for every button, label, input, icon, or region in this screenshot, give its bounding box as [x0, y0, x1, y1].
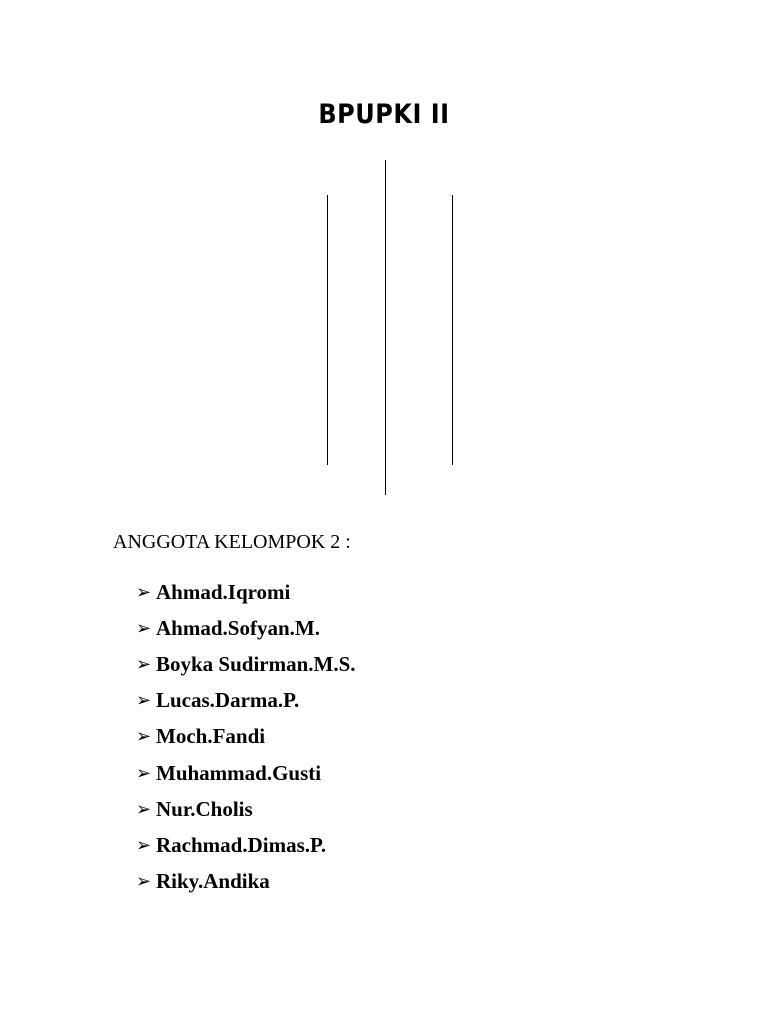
- member-list: [136, 574, 356, 900]
- decorative-line-center: [385, 160, 386, 495]
- list-item: [136, 827, 356, 863]
- document-title: BPUPKI II: [318, 98, 450, 130]
- arrowhead-bullet-icon: ➢: [136, 581, 152, 603]
- member-name: Nur.Cholis: [156, 796, 253, 821]
- list-item: [136, 864, 356, 900]
- member-name: Moch.Fandi: [156, 724, 266, 749]
- arrowhead-bullet-icon: ➢: [136, 690, 152, 712]
- arrowhead-bullet-icon: ➢: [136, 726, 152, 748]
- list-item: [136, 646, 356, 682]
- decorative-line-right: [452, 195, 453, 465]
- member-name: Lucas.Darma.P.: [156, 688, 300, 713]
- member-name: Boyka Sudirman.M.S.: [156, 651, 356, 676]
- decorative-line-left: [327, 195, 328, 465]
- member-name: Ahmad.Iqromi: [156, 579, 291, 604]
- arrowhead-bullet-icon: ➢: [136, 871, 152, 893]
- list-item: [136, 719, 356, 755]
- arrowhead-bullet-icon: ➢: [136, 762, 152, 784]
- list-item: [136, 755, 356, 791]
- member-name: Riky.Andika: [156, 869, 270, 894]
- list-item: [136, 610, 356, 646]
- group-heading: ANGGOTA KELOMPOK 2 :: [113, 531, 351, 553]
- arrowhead-bullet-icon: ➢: [136, 834, 152, 856]
- list-item: [136, 791, 356, 827]
- arrowhead-bullet-icon: ➢: [136, 653, 152, 675]
- member-name: Ahmad.Sofyan.M.: [156, 615, 320, 640]
- list-item: [136, 574, 356, 610]
- list-item: [136, 683, 356, 719]
- arrowhead-bullet-icon: ➢: [136, 617, 152, 639]
- member-name: Muhammad.Gusti: [156, 760, 322, 785]
- member-name: Rachmad.Dimas.P.: [156, 832, 327, 857]
- arrowhead-bullet-icon: ➢: [136, 798, 152, 820]
